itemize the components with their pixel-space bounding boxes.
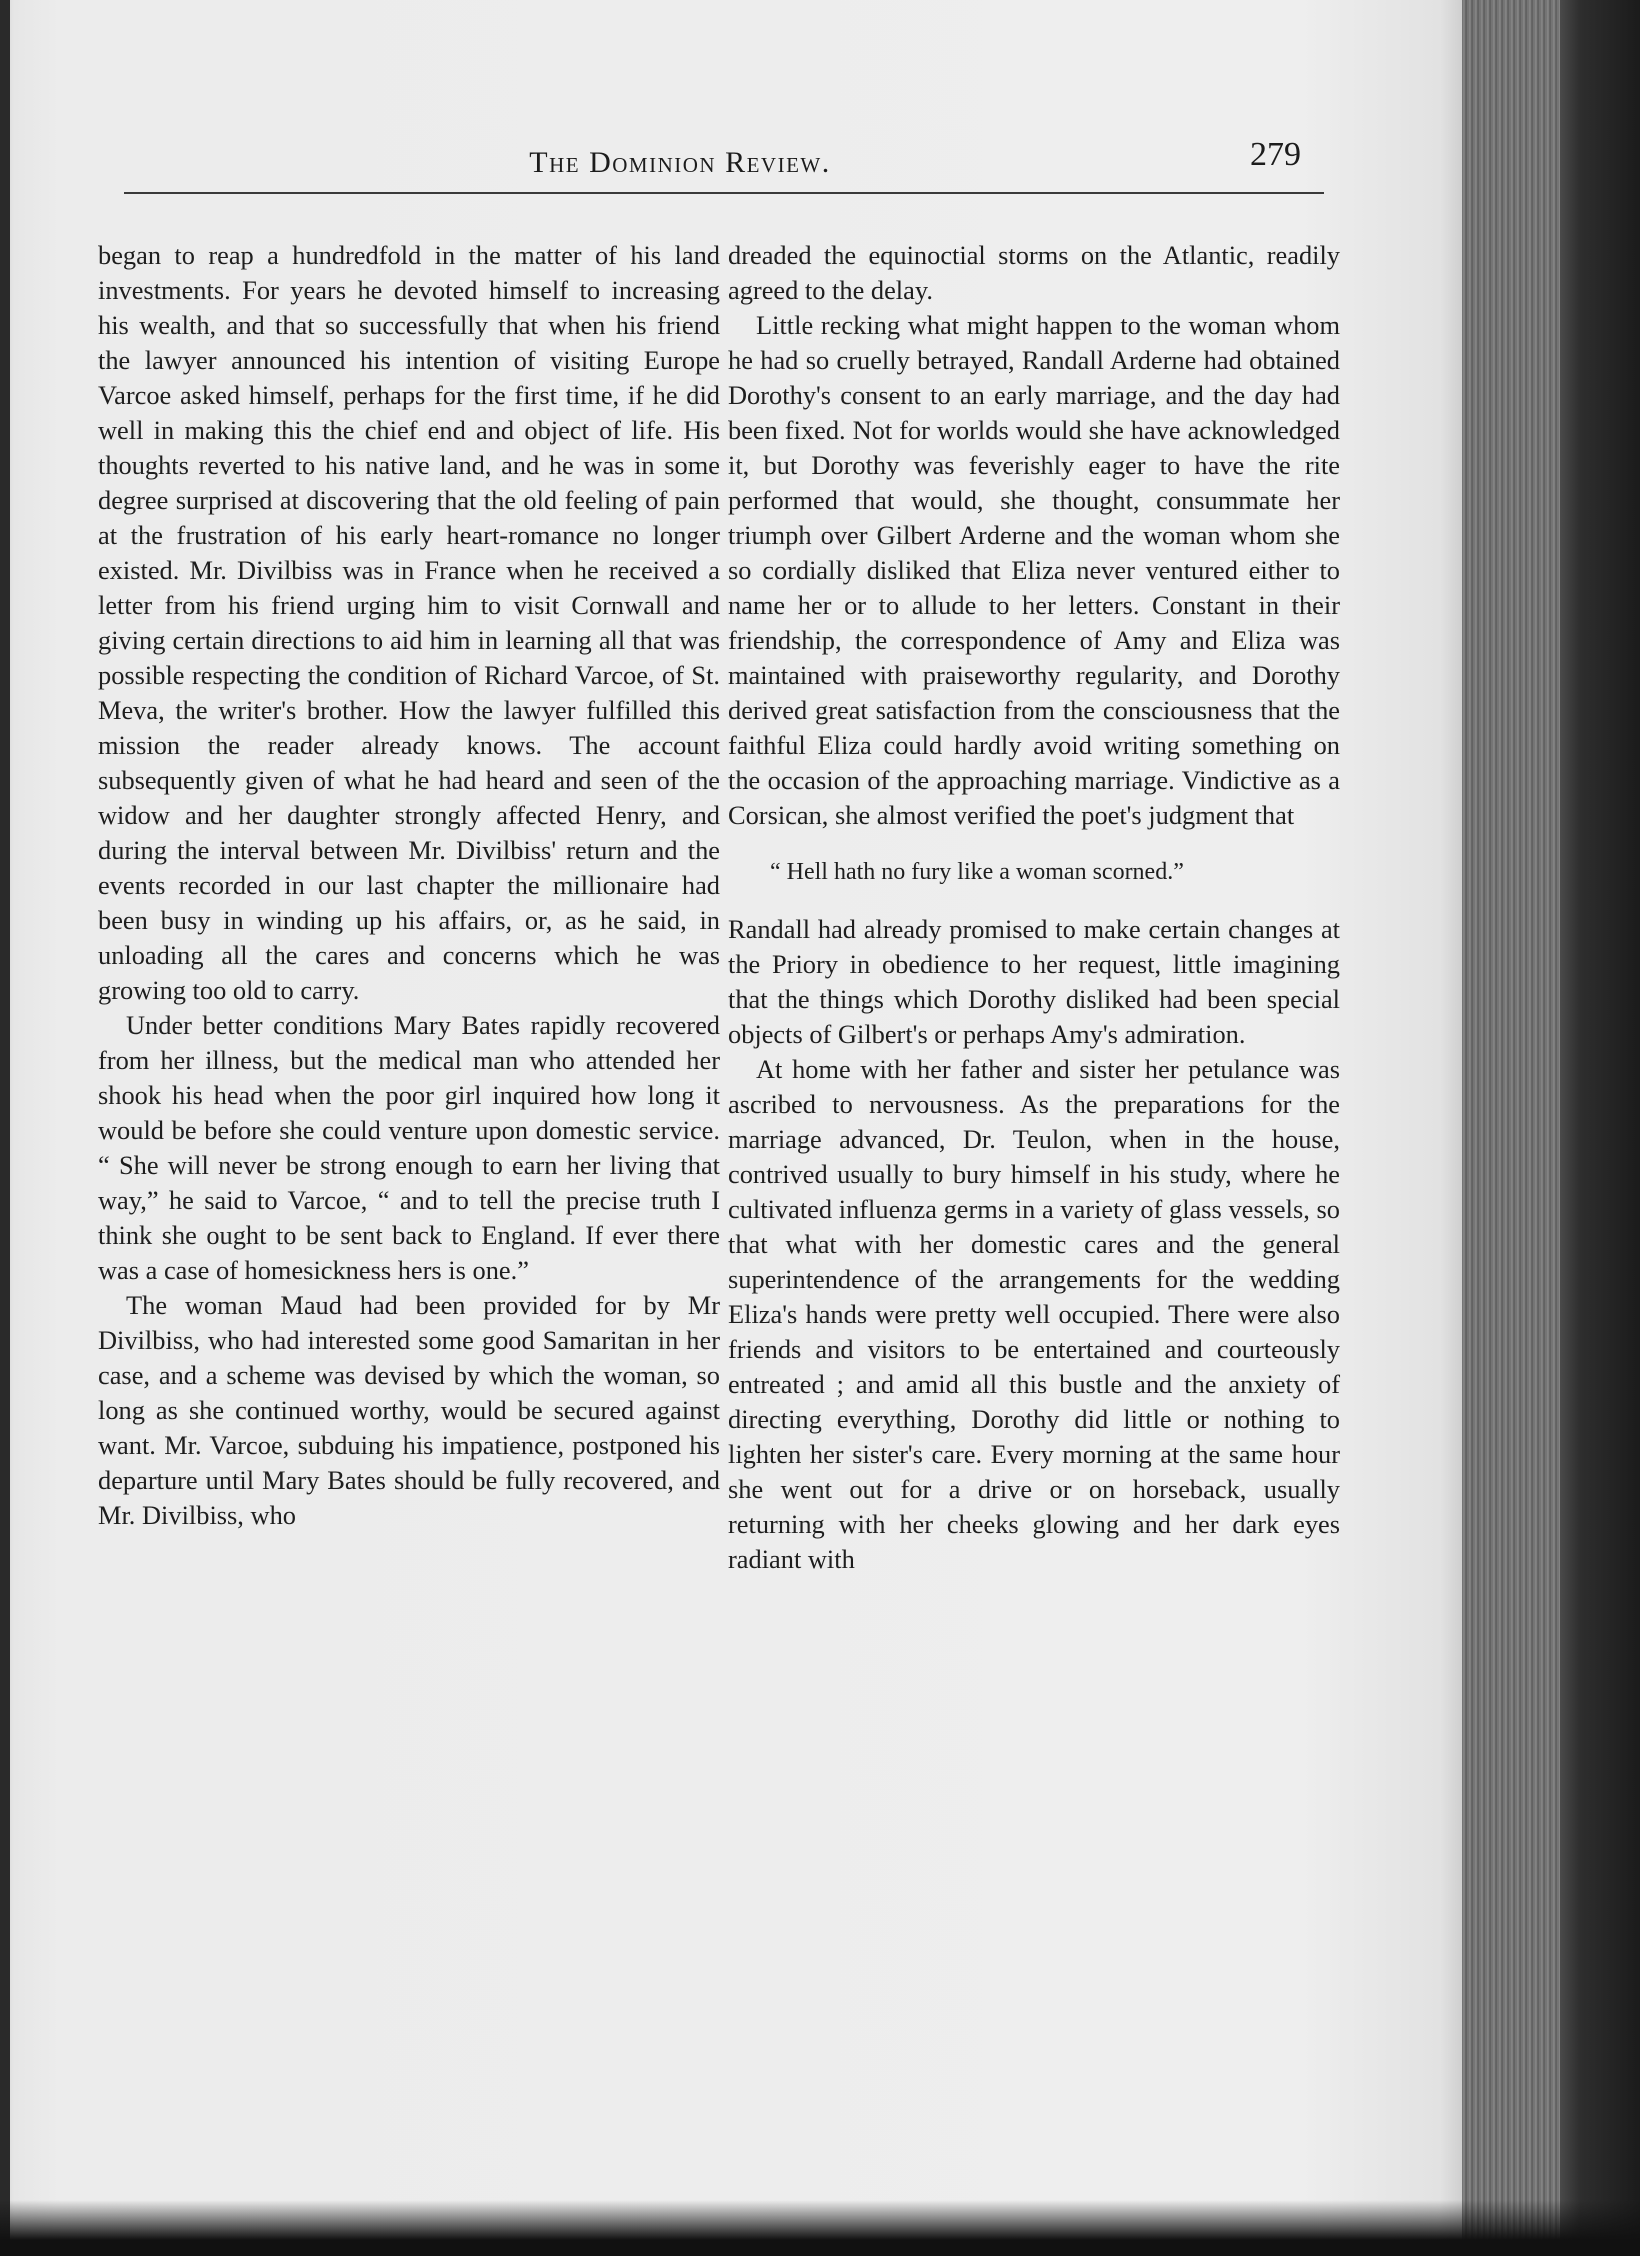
header-rule xyxy=(124,192,1324,194)
right-paragraph-1: dreaded the equinoctial storms on the Atlantic, readily agreed to the delay. xyxy=(728,240,1340,305)
running-title: The Dominion Review. xyxy=(529,146,831,179)
block-quote: “ Hell hath no fury like a woman scorned.” xyxy=(770,859,1184,885)
bottom-scan-edge xyxy=(0,2200,1640,2256)
right-paragraph-4: At home with her father and sister her petulance was ascribed to nervousness. As the preparations for the marriage advanced, Dr. Teulon, when in the house, contrived usually to bury himself in his study, where he cultivated influenza germs in a variety of glass vessels, so that what with her domestic cares and the general superintendence of the arrangements for the wedding Eliza's hands were pretty well occupied. There were also friends and visitors to be entertained and courteously entreated ; and amid all this bustle and the anxiety of directing everything, Dorothy did little or nothing to lighten her sister's care. Every morning at the same hour she went out for a drive or on horseback, usually returning with her cheeks glowing and her dark eyes radiant with xyxy=(728,1054,1340,1574)
left-paragraph-1: began to reap a hundredfold in the matter of his land investments. For years he devoted himself to increasing his wealth, and that so successfully that when his friend the lawyer announced his intention of visiting Europe Varcoe asked himself, perhaps for the first time, if he did well in making this the chief end and object of life. His thoughts reverted to his native land, and he was in some degree surprised at discovering that the old feeling of pain at the frustration of his early heart-romance no longer existed. Mr. Divilbiss was in France when he received a letter from his friend urging him to visit Cornwall and giving certain directions to aid him in learning all that was possible respecting the condition of Richard Varcoe, of St. Meva, the writer's brother. How the lawyer fulfilled this mission the reader already knows. The account subsequently given of what he had heard and seen of the widow and her daughter strongly affected Henry, and during the interval between Mr. Divilbiss' return and the events recorded in our last chapter the millionaire had been busy in winding up his affairs, or, as he said, in unloading all the cares and concerns which he was growing too old to carry. xyxy=(98,240,720,1005)
page-header xyxy=(0,128,1462,188)
page-number: 279 xyxy=(1250,136,1301,173)
binding-shadow xyxy=(1560,0,1640,2256)
left-scan-edge xyxy=(0,0,10,2256)
left-column xyxy=(98,238,720,1533)
right-column xyxy=(728,238,1340,1577)
book-binding-edge xyxy=(1462,0,1560,2256)
right-paragraph-2: Little recking what might happen to the woman whom he had so cruelly betrayed, Randall Arderne had obtained Dorothy's consent to an early marriage, and the day had been fixed. Not for worlds would she have acknowledged it, but Dorothy was feverishly eager to have the rite performed that would, she thought, consummate her triumph over Gilbert Arderne and the woman whom she so cordially disliked that Eliza never ventured either to name her or to allude to her letters. Constant in their friendship, the correspondence of Amy and Eliza was maintained with praiseworthy regularity, and Dorothy derived great satisfaction from the consciousness that the faithful Eliza could hardly avoid writing something on the occasion of the approaching marriage. Vindictive as a Corsican, she almost verified the poet's judgment that xyxy=(728,310,1340,830)
left-paragraph-3: The woman Maud had been provided for by Mr Divilbiss, who had interested some good Samaritan in her case, and a scheme was devised by which the woman, so long as she continued worthy, would be secured against want. Mr. Varcoe, subduing his impatience, postponed his departure until Mary Bates should be fully recovered, and Mr. Divilbiss, who xyxy=(98,1290,720,1530)
right-paragraph-3: Randall had already promised to make certain changes at the Priory in obedience to her request, little imagining that the things which Dorothy disliked had been special objects of Gilbert's or perhaps Amy's admiration. xyxy=(728,914,1340,1049)
left-paragraph-2: Under better conditions Mary Bates rapidly recovered from her illness, but the medical man who attended her shook his head when the poor girl inquired how long it would be before she could venture upon domestic service. “ She will never be strong enough to earn her living that way,” he said to Varcoe, “ and to tell the precise truth I think she ought to be sent back to England. If ever there was a case of homesickness hers is one.” xyxy=(98,1010,720,1285)
